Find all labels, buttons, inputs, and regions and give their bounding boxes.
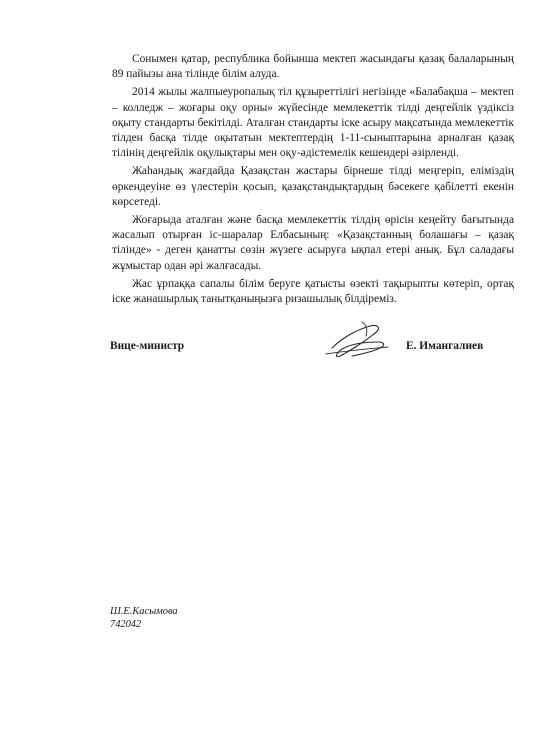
letter-body [112,52,514,310]
paragraph-1: Сонымен қатар, республика бойынша мектеп жасындағы қазақ балаларының 89 пайызы ана тілінде білім алуда. [112,53,514,81]
signature-block [110,332,520,372]
paragraph-5: Жас ұрпаққа сапалы білім беруге қатысты өзекті тақырыпты көтеріп, ортақ іске жанашырлық танытқаныңызға ризашылық білдіреміз. [112,277,514,306]
executor-name: Ш.Е.Касымова [110,606,178,617]
executor-info [110,606,178,631]
executor-phone: 742042 [110,618,142,630]
signatory-name: Е. Имангалиев [406,340,484,352]
paragraph-4: Жоғарыда аталған және басқа мемлекеттік тілдің өрісін кеңейту бағытында жасалып отырған іс-шаралар Елбасының: «Қазақстанның болашағы – қазақ тілінде» - деген қанатты сөзін жүзеге асыруға ықпал етері анық. Бұл саладағы жұмыстар одан әрі жалғасады. [112,214,514,272]
paragraph-2: 2014 жылы жалпыеуропалық тіл құзыреттілігі негізінде «Балабақша – мектеп – колледж – жоғары оқу орны» жүйесінде мемлекеттік тілді деңгейлік үздіксіз оқыту стандарты бекітілді. Аталған стандарты іске асыру мақсатында мемлекеттік тілден басқа тілде оқытатын мектептердің 1-11-сыныптарына арналған қазақ тілінің деңгейлік оқулықтары мен оқу-әдістемелік кешендері әзірленді. [112,86,514,160]
handwritten-signature [322,318,392,366]
signatory-title: Вице-министр [110,340,185,352]
paragraph-3: Жаһандық жағдайда Қазақстан жастары бірнеше тілді меңгеріп, еліміздің өркендеуіне өз үлестерін қосып, қазақстандықтардың бәсекеге қабілетті екенін көрсетеді. [112,165,514,208]
